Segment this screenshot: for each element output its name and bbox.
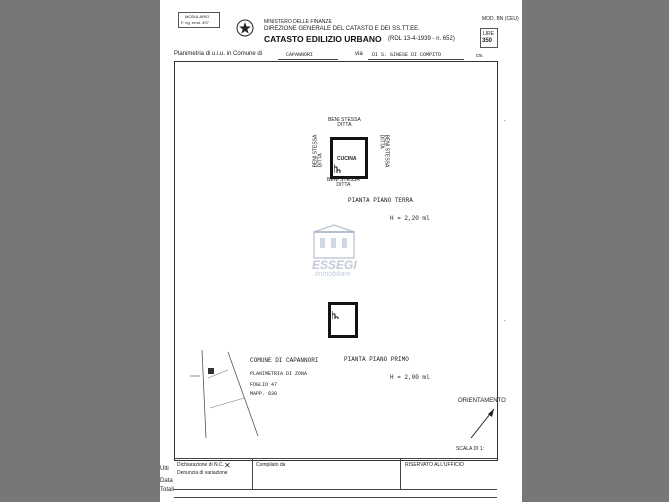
footer-compilato: Compilato da bbox=[256, 462, 286, 468]
cadastral-sheet bbox=[160, 0, 522, 502]
location-mapp: MAPP. 830 bbox=[250, 391, 278, 397]
stamp-line-2: F. rig. rend. 497 bbox=[181, 20, 209, 25]
first-floor-room bbox=[328, 302, 358, 338]
plan-line-label: Planimetria di u.i.u. in Comune di bbox=[174, 51, 263, 57]
orientation-label: ORIENTAMENTO bbox=[458, 398, 506, 404]
ground-floor-room bbox=[330, 137, 368, 179]
modulario-stamp bbox=[178, 12, 220, 28]
comune-value: CAPANNORI bbox=[286, 52, 314, 58]
west-neighbor-label: BENI STESSA DITTA bbox=[312, 134, 324, 168]
side-note-data: Data bbox=[160, 478, 173, 484]
location-foglio: FOGLIO 47 bbox=[250, 382, 278, 388]
footer-denuncia: Denuncia di variazione bbox=[177, 470, 228, 476]
room-label: CUCINA bbox=[337, 156, 357, 162]
watermark-sub: immobiliare bbox=[315, 271, 351, 278]
direction-label: DIREZIONE GENERALE DEL CATASTO E DEI SS.TT.EE. bbox=[264, 26, 420, 32]
document-title: CATASTO EDILIZIO URBANO bbox=[264, 34, 382, 44]
north-arrow-icon bbox=[468, 406, 498, 440]
south-neighbor-label: BENI STESSA DITTA bbox=[327, 177, 360, 188]
scale-label: SCALA DI 1: bbox=[456, 446, 485, 452]
first-floor-height: H = 2,00 ml bbox=[390, 374, 430, 381]
stair-icon bbox=[332, 311, 340, 319]
footer-riservato: RISERVATO ALL'UFFICIO bbox=[405, 462, 464, 468]
law-reference: (RDL 13-4-1939 - n. 652) bbox=[388, 36, 455, 42]
price-value: 350 bbox=[482, 38, 493, 44]
side-note-ulti: Ulti bbox=[160, 466, 169, 472]
stair-icon bbox=[334, 164, 343, 173]
margin-mark: - bbox=[504, 318, 506, 324]
ministry-label: MINISTERO DELLE FINANZE bbox=[264, 19, 332, 25]
form-code: MOD. BN (CEU) bbox=[482, 16, 519, 22]
price-box bbox=[480, 28, 498, 48]
cross-mark-icon: ✕ bbox=[224, 461, 231, 470]
margin-mark: - bbox=[504, 118, 506, 124]
ground-floor-height: H = 2,20 ml bbox=[390, 215, 430, 222]
stamp-line-1: MODULARIO bbox=[185, 14, 210, 19]
north-neighbor-label: BENI STESSA DITTA bbox=[328, 117, 361, 128]
via-value: DI S. GINESE DI COMPITO bbox=[372, 52, 442, 58]
footer-dichiarazione: Dichiarazione di N.C. bbox=[177, 462, 224, 468]
first-floor-caption: PIANTA PIANO PRIMO bbox=[344, 356, 409, 363]
civ-label: civ. bbox=[476, 53, 484, 59]
watermark-brand: ESSEGI bbox=[312, 258, 357, 272]
location-comune: COMUNE DI CAPANNORI bbox=[250, 357, 319, 364]
ground-floor-caption: PIANTA PIANO TERRA bbox=[348, 197, 413, 204]
republic-emblem-icon bbox=[236, 19, 254, 37]
east-neighbor-label: BENI STESSA DITTA bbox=[378, 134, 390, 168]
side-note-totali: Totali bbox=[160, 487, 175, 493]
via-label: via bbox=[355, 51, 363, 57]
location-plan-zone: PLANIMETRIA DI ZONA bbox=[250, 371, 308, 377]
building-watermark-icon bbox=[312, 224, 356, 260]
price-label: LIRE bbox=[483, 31, 495, 37]
